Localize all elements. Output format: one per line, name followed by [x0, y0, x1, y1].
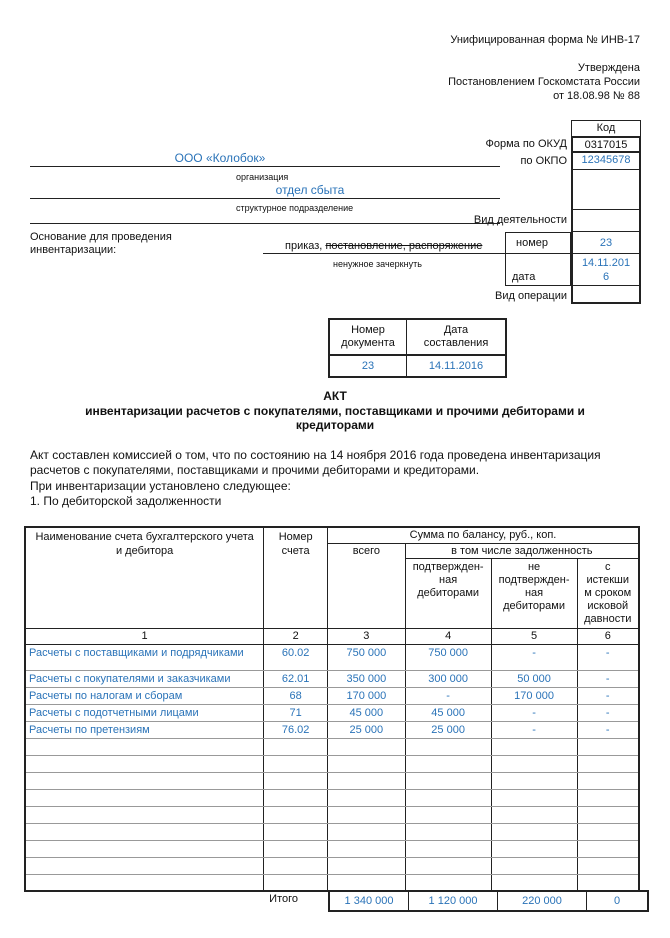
row-expired: -	[577, 687, 639, 704]
empty-row	[25, 840, 639, 857]
colnum-4: 4	[405, 628, 491, 644]
number-value: 23	[571, 232, 641, 254]
okpo-label: по ОКПО	[520, 155, 567, 167]
form-code-line: Унифицированная форма № ИНВ-17	[450, 34, 640, 46]
row-unconfirmed: -	[491, 704, 577, 721]
decree-date: от 18.08.98 № 88	[553, 90, 640, 102]
header-confirmed	[405, 558, 491, 628]
header-including: в том числе задолженность	[405, 543, 639, 558]
itogo-label: Итого	[269, 893, 298, 905]
table-row	[25, 721, 639, 738]
basis-prefix: приказ,	[285, 240, 323, 252]
okpo-blank-cell	[571, 170, 641, 210]
row-confirmed: -	[405, 687, 491, 704]
number-label: номер	[505, 232, 571, 254]
row-expired: -	[577, 704, 639, 721]
header-account-number	[264, 527, 328, 628]
department-name	[30, 183, 500, 199]
itogo-expired: 0	[613, 895, 621, 907]
table-row	[25, 704, 639, 721]
doc-date-value: 14.11.2016	[407, 355, 507, 377]
kod-header: Код	[571, 120, 641, 137]
date-label: дата	[512, 271, 536, 283]
operation-label: Вид операции	[495, 290, 567, 302]
row-total: 350 000	[328, 670, 406, 687]
row-confirmed: 750 000	[405, 644, 491, 670]
doc-date-header-2: составления	[423, 337, 489, 349]
colnum-5: 5	[491, 628, 577, 644]
header-unconfirmed-1: не	[527, 560, 541, 573]
row-unconfirmed: -	[491, 721, 577, 738]
empty-row	[25, 823, 639, 840]
row-expired: -	[577, 721, 639, 738]
row-account-number: 62.01	[264, 670, 328, 687]
row-account-name: Расчеты с поставщиками и подрядчиками	[25, 644, 264, 670]
separator-line	[30, 222, 500, 224]
okud-label: Форма по ОКУД	[485, 138, 567, 150]
act-subtitle-1: инвентаризации расчетов с покупателями, поставщиками и прочими дебиторами и	[85, 404, 585, 418]
row-total: 750 000	[328, 644, 406, 670]
totals-table	[328, 890, 649, 912]
organization-caption: организация	[236, 172, 289, 182]
basis-label-2: инвентаризации:	[30, 244, 117, 256]
header-account-number-2: счета	[281, 545, 310, 557]
row-account-number: 76.02	[264, 721, 328, 738]
header-total: всего	[328, 543, 406, 628]
header-expired	[577, 558, 639, 628]
header-account-name	[25, 527, 264, 628]
header-unconfirmed-4: дебиторами	[503, 599, 565, 612]
basis-struck: постановление, распоряжение	[325, 240, 483, 252]
debt-table	[24, 526, 640, 892]
operation-cell	[571, 286, 641, 304]
header-expired-3: м сроком	[584, 586, 632, 599]
doc-number-header	[329, 319, 407, 355]
doc-number-date-table	[328, 318, 507, 378]
row-confirmed: 300 000	[405, 670, 491, 687]
department-name-text: отдел сбыта	[275, 183, 345, 197]
act-subtitle-2: кредиторами	[295, 418, 375, 432]
act-title: АКТ	[323, 389, 347, 403]
row-account-number: 60.02	[264, 644, 328, 670]
header-unconfirmed-3: ная	[524, 586, 544, 599]
row-account-number: 68	[264, 687, 328, 704]
header-expired-2: истекши	[586, 573, 629, 586]
table-row	[25, 670, 639, 687]
itogo-total: 1 340 000	[329, 891, 409, 911]
row-account-number: 71	[264, 704, 328, 721]
date-value-line2: 6	[602, 271, 610, 283]
row-confirmed: 25 000	[405, 721, 491, 738]
header-expired-1: с	[605, 560, 611, 573]
header-account-name-1: Наименование счета бухгалтерского учета	[35, 531, 254, 543]
empty-row	[25, 806, 639, 823]
row-total: 25 000	[328, 721, 406, 738]
row-unconfirmed: -	[491, 644, 577, 670]
row-account-name: Расчеты по претензиям	[25, 721, 264, 738]
empty-row	[25, 738, 639, 755]
itogo-unconfirmed: 220 000	[498, 891, 587, 911]
body-paragraph-4: 1. По дебиторской задолженности	[30, 494, 222, 508]
activity-label: Вид деятельности	[473, 214, 567, 226]
colnum-1: 1	[25, 628, 264, 644]
organization-name	[30, 151, 500, 167]
okud-value: 0317015	[571, 136, 641, 153]
row-account-name: Расчеты с подотчетными лицами	[25, 704, 264, 721]
header-confirmed-1: подтвержден-	[412, 560, 484, 573]
body-paragraph-3: При инвентаризации установлено следующее:	[30, 479, 291, 493]
row-total: 170 000	[328, 687, 406, 704]
header-unconfirmed	[491, 558, 577, 628]
itogo-confirmed: 1 120 000	[409, 891, 498, 911]
body-paragraph-2: расчетов с покупателями, поставщиками и прочими дебиторами и кредиторами.	[30, 463, 480, 477]
doc-number-header-2: документа	[341, 337, 395, 349]
row-account-name: Расчеты с покупателями и заказчиками	[25, 670, 264, 687]
empty-row	[25, 789, 639, 806]
header-account-name-2: и дебитора	[115, 545, 174, 557]
colnum-6: 6	[577, 628, 639, 644]
doc-number-value: 23	[329, 355, 407, 377]
header-confirmed-3: дебиторами	[417, 586, 480, 599]
colnum-3: 3	[328, 628, 406, 644]
row-expired: -	[577, 644, 639, 670]
organization-name-text: ООО «Колобок»	[174, 151, 266, 165]
table-row	[25, 687, 639, 704]
header-balance-sum: Сумма по балансу, руб., коп.	[328, 527, 639, 543]
department-caption: структурное подразделение	[236, 203, 354, 213]
header-account-number-1: Номер	[278, 531, 313, 543]
row-unconfirmed: 170 000	[491, 687, 577, 704]
date-value	[571, 254, 641, 286]
header-expired-4: исковой	[587, 599, 629, 612]
activity-cell	[571, 210, 641, 232]
row-expired: -	[577, 670, 639, 687]
row-confirmed: 45 000	[405, 704, 491, 721]
basis-label-1: Основание для проведения	[30, 231, 172, 243]
table-row	[25, 644, 639, 670]
approved-label: Утверждена	[577, 62, 640, 74]
header-unconfirmed-2: подтвержден-	[498, 573, 570, 586]
doc-date-header-1: Дата	[443, 324, 469, 336]
basis-value	[263, 240, 505, 254]
header-expired-5: давности	[584, 612, 632, 625]
empty-row	[25, 772, 639, 789]
row-account-name: Расчеты по налогам и сборам	[25, 687, 264, 704]
empty-row	[25, 857, 639, 874]
doc-number-header-1: Номер	[351, 324, 385, 336]
empty-row	[25, 755, 639, 772]
doc-date-header	[407, 319, 507, 355]
header-confirmed-2: ная	[439, 573, 458, 586]
decree-label: Постановлением Госкомстата России	[448, 76, 640, 88]
date-value-line1: 14.11.201	[581, 257, 631, 269]
empty-row	[25, 874, 639, 891]
body-paragraph-1: Акт составлен комиссией о том, что по состоянию на 14 ноября 2016 года проведена инвентаризация	[30, 448, 601, 462]
row-unconfirmed: 50 000	[491, 670, 577, 687]
okpo-value: 12345678	[571, 152, 641, 170]
basis-caption: ненужное зачеркнуть	[333, 259, 422, 269]
row-total: 45 000	[328, 704, 406, 721]
colnum-2: 2	[264, 628, 328, 644]
